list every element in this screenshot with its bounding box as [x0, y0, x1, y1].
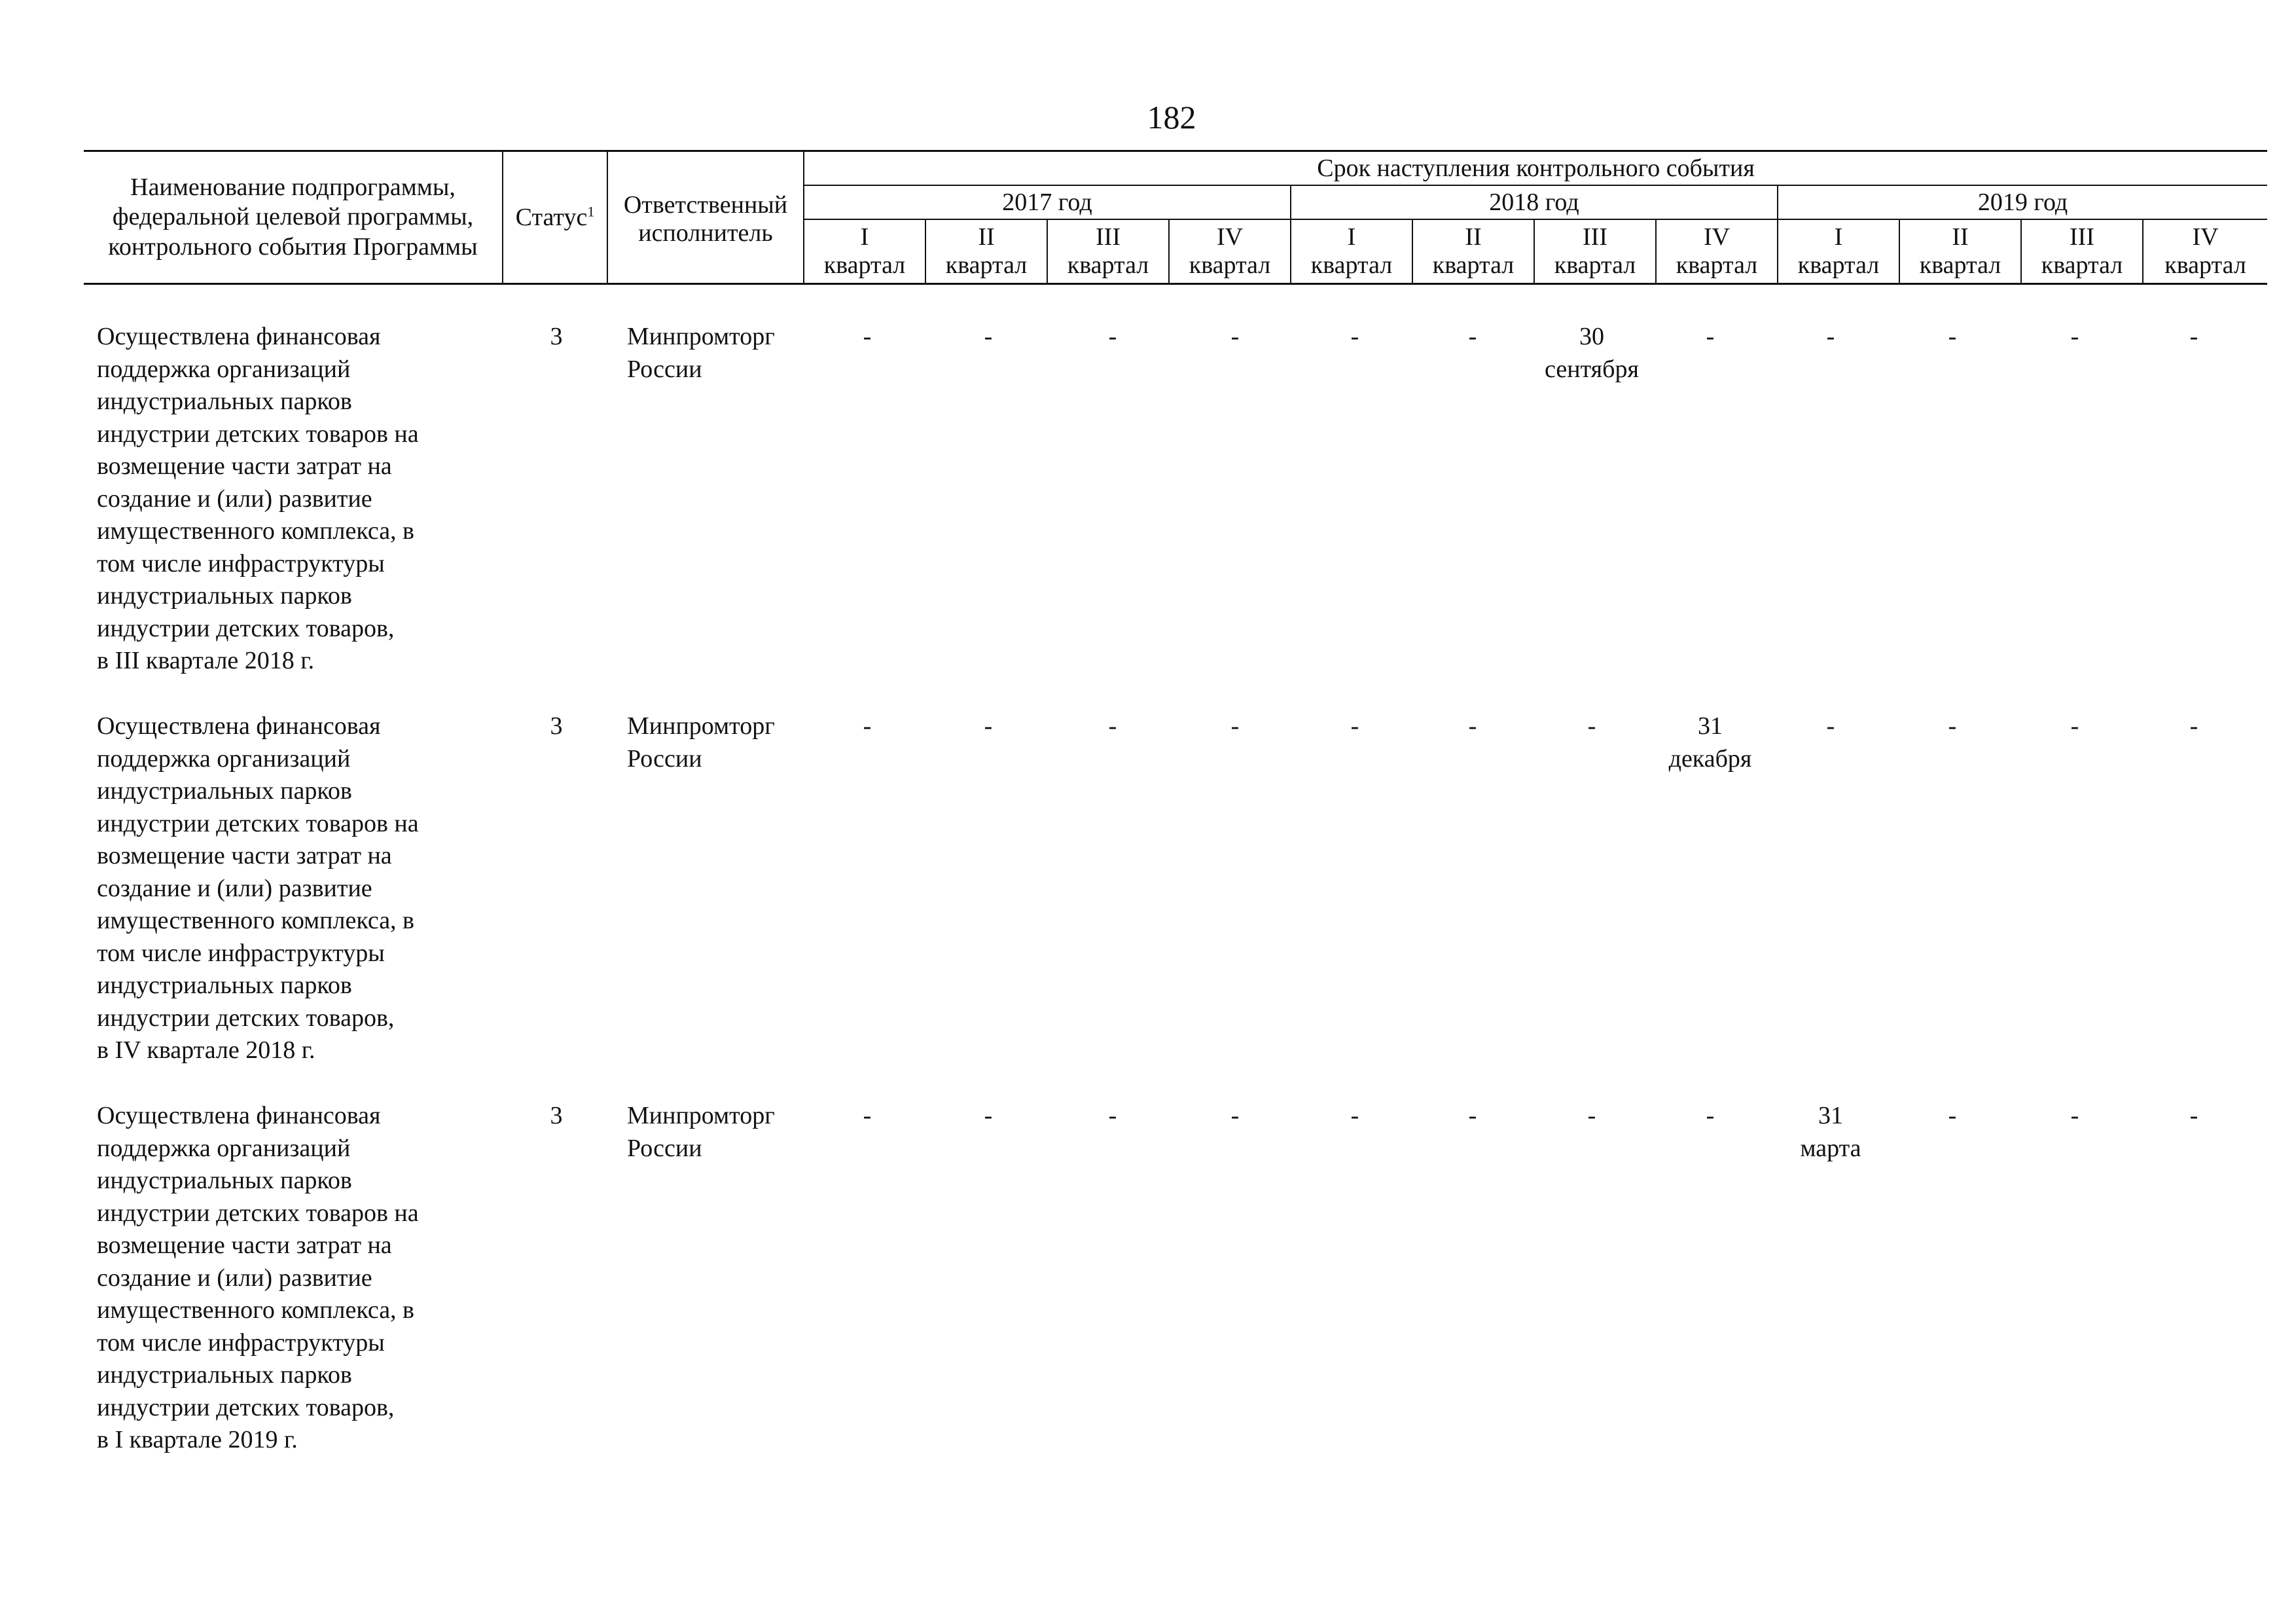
header-quarter-7: [1534, 219, 1656, 284]
header-status-label: Статус: [515, 203, 588, 231]
quarter-cell: -: [1826, 323, 1835, 350]
quarter-word: квартал: [1554, 251, 1636, 279]
quarter-cell: -: [1350, 712, 1359, 740]
quarter-word: квартал: [1189, 251, 1271, 279]
quarter-word: квартал: [1919, 251, 2001, 279]
quarter-cell: -: [1826, 712, 1835, 740]
quarter-cell: -: [863, 1102, 872, 1129]
header-year-3: 2019 год: [1778, 185, 2267, 219]
header-name-column: Наименование подпрограммы, федеральной целевой программы, контрольного события Программы: [84, 151, 503, 284]
event-executor: Минпромторг России: [627, 712, 775, 773]
quarter-numeral: II: [978, 223, 995, 251]
quarter-cell: -: [1948, 323, 1957, 350]
quarter-word: квартал: [1676, 251, 1758, 279]
quarter-numeral: III: [1096, 223, 1121, 251]
header-quarter-2: [925, 219, 1047, 284]
header-status-column: [503, 151, 607, 284]
event-executor: Минпромторг России: [627, 323, 775, 383]
quarter-cell: -: [863, 323, 872, 350]
quarter-word: квартал: [2041, 251, 2123, 279]
quarter-cell: -: [1468, 323, 1477, 350]
quarter-word: квартал: [1067, 251, 1149, 279]
quarter-numeral: II: [1952, 223, 1969, 251]
quarter-numeral: II: [1465, 223, 1482, 251]
quarter-numeral: IV: [1216, 223, 1244, 251]
quarter-cell: -: [1468, 712, 1477, 740]
quarter-cell: -: [1350, 1102, 1359, 1129]
quarter-cell: -: [1108, 1102, 1117, 1129]
header-deadline-group: Срок наступления контрольного события: [804, 151, 2267, 186]
event-name: Осуществлена финансовая поддержка организаций индустриальных парков индустрии детских товаров на возмещение части затрат на создание и (или) развитие имущественного комплекса, в том числе инфраструктуры индустриальных парков индустрии детских товаров, в I квартале 2019 г.: [97, 1102, 419, 1453]
header-quarter-3: [1047, 219, 1169, 284]
quarter-cell: -: [2070, 323, 2079, 350]
quarter-cell: -: [2070, 1102, 2079, 1129]
quarter-cell: -: [2189, 712, 2198, 740]
quarter-cell: -: [1468, 1102, 1477, 1129]
quarter-cell: -: [984, 712, 993, 740]
header-quarter-11: [2021, 219, 2143, 284]
header-quarter-5: [1291, 219, 1412, 284]
quarter-numeral: I: [1347, 223, 1356, 251]
header-quarter-8: [1656, 219, 1778, 284]
quarter-numeral: III: [2070, 223, 2094, 251]
event-name: Осуществлена финансовая поддержка организаций индустриальных парков индустрии детских товаров на возмещение части затрат на создание и (или) развитие имущественного комплекса, в том числе инфраструктуры индустриальных парков индустрии детских товаров, в IV квартале 2018 г.: [97, 712, 419, 1064]
quarter-cell: -: [1230, 712, 1240, 740]
quarter-cell: 30 сентября: [1545, 323, 1639, 383]
quarter-numeral: I: [1834, 223, 1843, 251]
header-quarter-6: [1412, 219, 1534, 284]
quarter-cell: -: [863, 712, 872, 740]
event-status: 3: [550, 323, 563, 350]
quarter-cell: -: [984, 323, 993, 350]
quarter-cell: 31 декабря: [1668, 712, 1752, 773]
event-executor: Минпромторг России: [627, 1102, 775, 1162]
quarter-numeral: IV: [1703, 223, 1731, 251]
quarter-cell: -: [1706, 1102, 1715, 1129]
quarter-numeral: I: [860, 223, 869, 251]
quarter-cell: -: [1587, 1102, 1596, 1129]
quarter-cell: -: [1230, 323, 1240, 350]
quarter-cell: -: [1948, 712, 1957, 740]
quarter-numeral: IV: [2192, 223, 2219, 251]
event-status: 3: [550, 1102, 563, 1129]
quarter-cell: -: [1587, 712, 1596, 740]
header-quarter-12: [2143, 219, 2267, 284]
quarter-cell: 31 марта: [1800, 1102, 1861, 1162]
header-quarter-9: [1778, 219, 1899, 284]
quarter-cell: -: [984, 1102, 993, 1129]
quarter-cell: -: [1230, 1102, 1240, 1129]
event-status: 3: [550, 712, 563, 740]
quarter-cell: -: [1948, 1102, 1957, 1129]
quarter-word: квартал: [2164, 251, 2246, 279]
quarter-word: квартал: [945, 251, 1028, 279]
quarter-cell: -: [1108, 323, 1117, 350]
quarter-cell: -: [2189, 1102, 2198, 1129]
event-name: Осуществлена финансовая поддержка организаций индустриальных парков индустрии детских товаров на возмещение части затрат на создание и (или) развитие имущественного комплекса, в том числе инфраструктуры индустриальных парков индустрии детских товаров, в III квартале 2018 г.: [97, 323, 419, 674]
header-year-1: 2017 год: [804, 185, 1291, 219]
quarter-word: квартал: [823, 251, 906, 279]
header-quarter-4: [1169, 219, 1291, 284]
table-header: [84, 150, 2267, 285]
quarter-numeral: III: [1583, 223, 1607, 251]
quarter-cell: -: [1706, 323, 1715, 350]
page-number: 182: [1147, 99, 1196, 136]
quarter-cell: -: [1108, 712, 1117, 740]
header-quarter-1: [804, 219, 925, 284]
quarter-cell: -: [2070, 712, 2079, 740]
quarter-word: квартал: [1797, 251, 1880, 279]
quarter-cell: -: [2189, 323, 2198, 350]
quarter-word: квартал: [1432, 251, 1515, 279]
quarter-word: квартал: [1310, 251, 1393, 279]
header-quarter-10: [1899, 219, 2021, 284]
header-executor-column: Ответственный исполнитель: [607, 151, 804, 284]
header-year-2: 2018 год: [1291, 185, 1778, 219]
status-footnote-mark: 1: [587, 203, 595, 220]
quarter-cell: -: [1350, 323, 1359, 350]
